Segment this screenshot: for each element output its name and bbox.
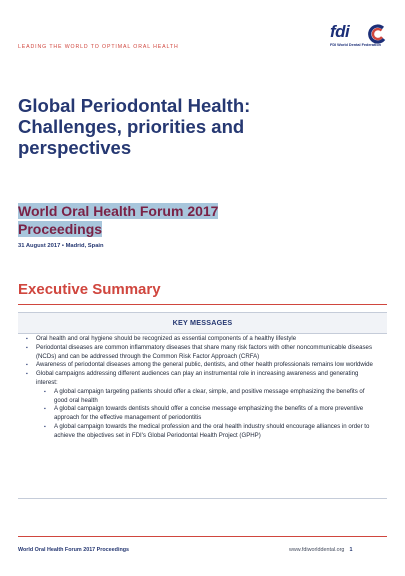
logo-wordmark: fdi — [330, 22, 350, 41]
footer-right — [289, 547, 352, 553]
dateline: 31 August 2017 • Madrid, Spain — [18, 243, 104, 249]
footer-url[interactable]: www.fdiworlddental.org — [289, 547, 345, 553]
tagline: LEADING THE WORLD TO OPTIMAL ORAL HEALTH — [18, 44, 179, 50]
sub-list-item: ▪ A global campaign towards dentists should offer a concise message emphasizing the benefits of a more preventive approach for the effective management of periodontitis — [36, 405, 378, 423]
list-item — [18, 370, 378, 440]
sub-list — [36, 388, 378, 441]
logo-mark-icon — [367, 24, 387, 44]
section-title: Executive Summary — [18, 281, 161, 298]
subtitle — [18, 202, 258, 238]
page-title: Global Periodontal Health: Challenges, priorities and perspectives — [18, 95, 251, 158]
list-item: ▪ Periodontal diseases are common inflammatory diseases that share many risk factors with other noncommunicable diseases (NCDs) and can be addressed through the Common Risk Factor Approach (CRFA) — [18, 344, 378, 362]
list-item-text: Global campaigns addressing different audiences can play an instrumental role in increasing awareness and generating interest: — [36, 370, 359, 386]
sub-list-item: ▪ A global campaign targeting patients should offer a clear, simple, and positive message emphasizing the benefits of good oral health — [36, 388, 378, 406]
logo-subtext: FDI World Dental Federation — [330, 43, 381, 47]
list-item: ▪ Awareness of periodontal diseases among the general public, dentists, and other health professionals remains low worldwide — [18, 361, 378, 370]
key-messages-list — [18, 335, 378, 441]
sub-list-item: ▪ A global campaign towards the medical profession and the oral health industry should encourage alliances in order to achieve the objectives set in FDI's Global Periodontal Health Project (GPHP) — [36, 423, 378, 441]
key-messages-box — [18, 312, 387, 499]
top-rule — [18, 304, 387, 305]
key-messages-heading: KEY MESSAGES — [18, 313, 387, 334]
bottom-rule — [18, 536, 387, 537]
list-item: ▪ Oral health and oral hygiene should be recognized as essential components of a healthy lifestyle — [18, 335, 378, 344]
footer-title: World Oral Health Forum 2017 Proceedings — [18, 547, 130, 553]
subtitle-text: World Oral Health Forum 2017 Proceedings — [18, 203, 219, 237]
page-number: 1 — [349, 547, 353, 553]
fdi-logo[interactable] — [330, 23, 388, 53]
